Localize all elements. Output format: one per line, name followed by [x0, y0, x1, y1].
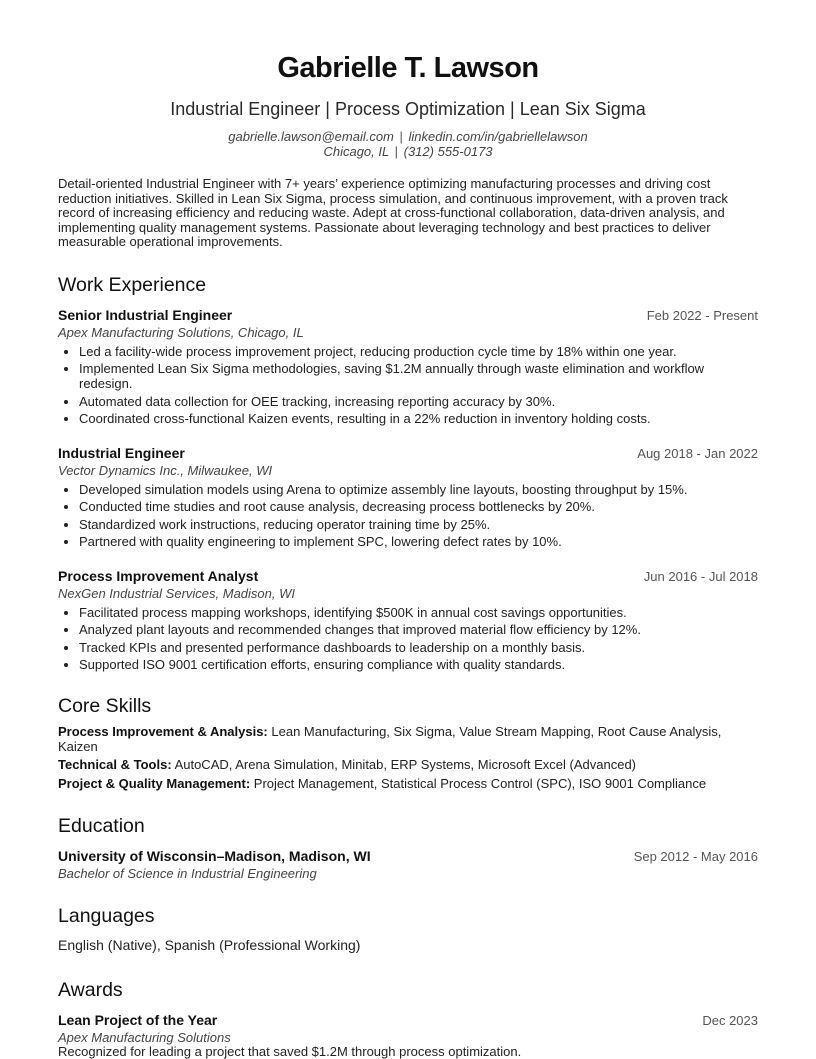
award-org: Apex Manufacturing Solutions: [58, 1030, 231, 1045]
award-title: Lean Project of the Year: [58, 1012, 218, 1028]
degree: Bachelor of Science in Industrial Engineering: [58, 866, 317, 881]
education-dates: Sep 2012 - May 2016: [633, 849, 758, 864]
list-item: • Conducted time studies and root cause analysis, decreasing process bottlenecks by 20%.: [79, 499, 758, 514]
skill-values: Lean Manufacturing, Six Sigma, Value Stream Mapping, Root Cause Analysis, Kaizen: [58, 724, 722, 754]
job-dates: Aug 2018 - Jan 2022: [637, 446, 758, 461]
linkedin-link[interactable]: linkedin.com/in/gabriellelawson: [408, 129, 588, 144]
contact-separator: |: [399, 129, 403, 144]
headline: Industrial Engineer | Process Optimization | Lean Six Sigma: [170, 99, 646, 119]
job-company: NexGen Industrial Services, Madison, WI: [58, 586, 295, 601]
list-item: • Facilitated process mapping workshops, identifying $500K in annual cost savings opportunities.: [79, 605, 758, 620]
skill-category: Project & Quality Management:: [58, 776, 251, 791]
award-date: Dec 2023: [702, 1013, 758, 1028]
phone-text: (312) 555-0173: [403, 144, 493, 159]
job-title: Senior Industrial Engineer: [58, 307, 233, 323]
list-item: • Coordinated cross-functional Kaizen events, resulting in a 22% reduction in inventory holding costs.: [79, 411, 758, 426]
job-dates: Feb 2022 - Present: [646, 308, 758, 323]
skill-category: Technical & Tools:: [58, 757, 172, 772]
section-title-skills: Core Skills: [58, 695, 152, 717]
job-dates: Jun 2016 - Jul 2018: [643, 569, 758, 584]
skill-category: Process Improvement & Analysis:: [58, 724, 268, 739]
list-item: • Tracked KPIs and presented performance dashboards to leadership on a monthly basis.: [79, 640, 758, 655]
skill-line: [58, 776, 758, 791]
job-title: Process Improvement Analyst: [58, 568, 259, 584]
job-bullets: [58, 344, 758, 428]
contact-line-1: [58, 129, 758, 144]
list-item: • Standardized work instructions, reducing operator training time by 25%.: [79, 517, 758, 532]
job-title: Industrial Engineer: [58, 445, 185, 461]
list-item: • Led a facility-wide process improvement project, reducing production cycle time by 18% within one year.: [79, 344, 758, 359]
skill-values: AutoCAD, Arena Simulation, Minitab, ERP Systems, Microsoft Excel (Advanced): [174, 757, 637, 772]
contact-line-2: [58, 144, 758, 159]
section-title-education: Education: [58, 815, 145, 837]
job-company: Vector Dynamics Inc., Milwaukee, WI: [58, 463, 273, 478]
languages-text: English (Native), Spanish (Professional Working): [58, 937, 361, 953]
list-item: • Supported ISO 9001 certification efforts, ensuring compliance with quality standards.: [79, 657, 758, 672]
list-item: • Developed simulation models using Arena to optimize assembly line layouts, boosting throughput by 15%.: [79, 482, 758, 497]
location-text: Chicago, IL: [323, 144, 389, 159]
school-name: University of Wisconsin–Madison, Madison, WI: [58, 848, 371, 864]
job-bullets: [58, 482, 758, 551]
job-bullets: [58, 605, 758, 674]
contact-separator: |: [394, 144, 398, 159]
list-item: • Partnered with quality engineering to implement SPC, lowering defect rates by 10%.: [79, 534, 758, 549]
job-company: Apex Manufacturing Solutions, Chicago, IL: [58, 325, 304, 340]
candidate-name: Gabrielle T. Lawson: [277, 52, 539, 84]
section-title-languages: Languages: [58, 905, 155, 927]
section-title-work: Work Experience: [58, 274, 207, 296]
email-link[interactable]: gabrielle.lawson@email.com: [228, 129, 394, 144]
summary-paragraph: Detail-oriented Industrial Engineer with 7+ years’ experience optimizing manufacturing processes and driving cost reduction initiatives. Skilled in Lean Six Sigma, process simulation, and continuous improvement, with a proven track record of increasing efficiency and reducing waste. Adept at cross-functional collaboration, data-driven analysis, and implementing quality management systems. Passionate about leveraging technology and best practices to deliver measurable operational improvements.: [58, 176, 728, 249]
award-description: Recognized for leading a project that saved $1.2M through process optimization.: [58, 1044, 522, 1059]
skill-line: [58, 757, 758, 772]
list-item: • Implemented Lean Six Sigma methodologies, saving $1.2M annually through waste elimination and workflow redesign.: [79, 361, 758, 391]
section-title-awards: Awards: [58, 979, 123, 1001]
list-item: • Analyzed plant layouts and recommended changes that improved material flow efficiency by 12%.: [79, 622, 758, 637]
list-item: • Automated data collection for OEE tracking, increasing reporting accuracy by 30%.: [79, 394, 758, 409]
skill-line: [58, 724, 758, 754]
skill-values: Project Management, Statistical Process Control (SPC), ISO 9001 Compliance: [253, 776, 707, 791]
